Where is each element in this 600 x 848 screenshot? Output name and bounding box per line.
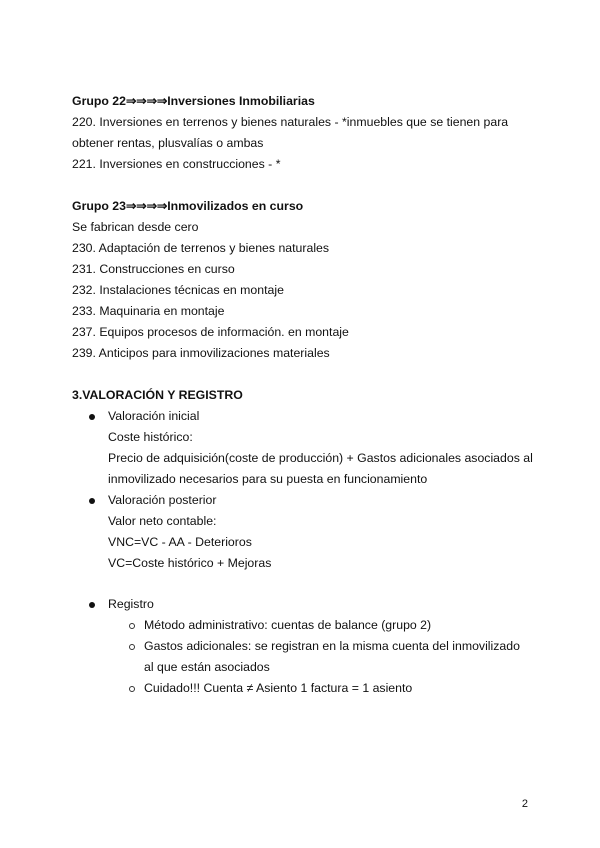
valoracion-inicial-label: Valoración inicial <box>108 409 200 423</box>
section-valoracion <box>72 385 536 574</box>
account-line-231: 231. Construcciones en curso <box>72 262 235 276</box>
page-number: 2 <box>521 798 528 810</box>
registro-subitem-text: Método administrativo: cuentas de balance (grupo 2) <box>144 618 432 632</box>
registro-subitem-cont: al que están asociados <box>144 660 270 674</box>
bullet-registro <box>72 594 536 615</box>
account-line-233: 233. Maquinaria en montaje <box>72 304 225 318</box>
section-grupo-22 <box>72 91 536 175</box>
registro-subitem <box>72 678 536 699</box>
grupo-23-intro: Se fabrican desde cero <box>72 220 199 234</box>
bullet-dot <box>89 414 95 420</box>
valoracion-posterior-line: Valor neto contable: <box>108 514 217 528</box>
bullet-dot <box>89 602 95 608</box>
grupo-23-heading: Grupo 23⇒⇒⇒⇒Inmovilizados en curso <box>72 199 304 213</box>
account-line-239: 239. Anticipos para inmovilizaciones materiales <box>72 346 330 360</box>
grupo-22-heading: Grupo 22⇒⇒⇒⇒Inversiones Inmobiliarias <box>72 94 315 108</box>
bullet-valoracion-inicial <box>72 406 536 427</box>
account-line-232: 232. Instalaciones técnicas en montaje <box>72 283 284 297</box>
registro-subitem <box>72 636 536 657</box>
valoracion-posterior-line: VNC=VC - AA - Deterioros <box>108 535 252 549</box>
registro-subitem-text: Cuidado!!! Cuenta ≠ Asiento 1 factura = 1 asiento <box>144 681 413 695</box>
account-line-221: 221. Inversiones en construcciones - * <box>72 157 281 171</box>
registro-label: Registro <box>108 597 154 611</box>
sub-bullet-circle <box>129 644 135 650</box>
valoracion-posterior-line: VC=Coste histórico + Mejoras <box>108 556 272 570</box>
sub-bullet-circle <box>129 623 135 629</box>
section-registro <box>72 594 536 699</box>
section-grupo-23 <box>72 196 536 364</box>
registro-subitem <box>72 615 536 636</box>
registro-subitem-text: Gastos adicionales: se registran en la misma cuenta del inmovilizado <box>144 639 520 653</box>
account-line-230: 230. Adaptación de terrenos y bienes naturales <box>72 241 330 255</box>
valoracion-inicial-line: inmovilizado necesarios para su puesta en funcionamiento <box>108 472 428 486</box>
account-line-220-cont: obtener rentas, plusvalías o ambas <box>72 136 264 150</box>
sub-bullet-circle <box>129 686 135 692</box>
bullet-valoracion-posterior <box>72 490 536 511</box>
valoracion-inicial-line: Precio de adquisición(coste de producción) + Gastos adicionales asociados al <box>108 451 533 465</box>
valoracion-inicial-line: Coste histórico: <box>108 430 193 444</box>
account-line-220: 220. Inversiones en terrenos y bienes naturales - *inmuebles que se tienen para <box>72 115 509 129</box>
bullet-dot <box>89 498 95 504</box>
account-line-237: 237. Equipos procesos de información. en montaje <box>72 325 349 339</box>
valoracion-posterior-label: Valoración posterior <box>108 493 217 507</box>
valoracion-heading: 3.VALORACIÓN Y REGISTRO <box>72 388 243 402</box>
